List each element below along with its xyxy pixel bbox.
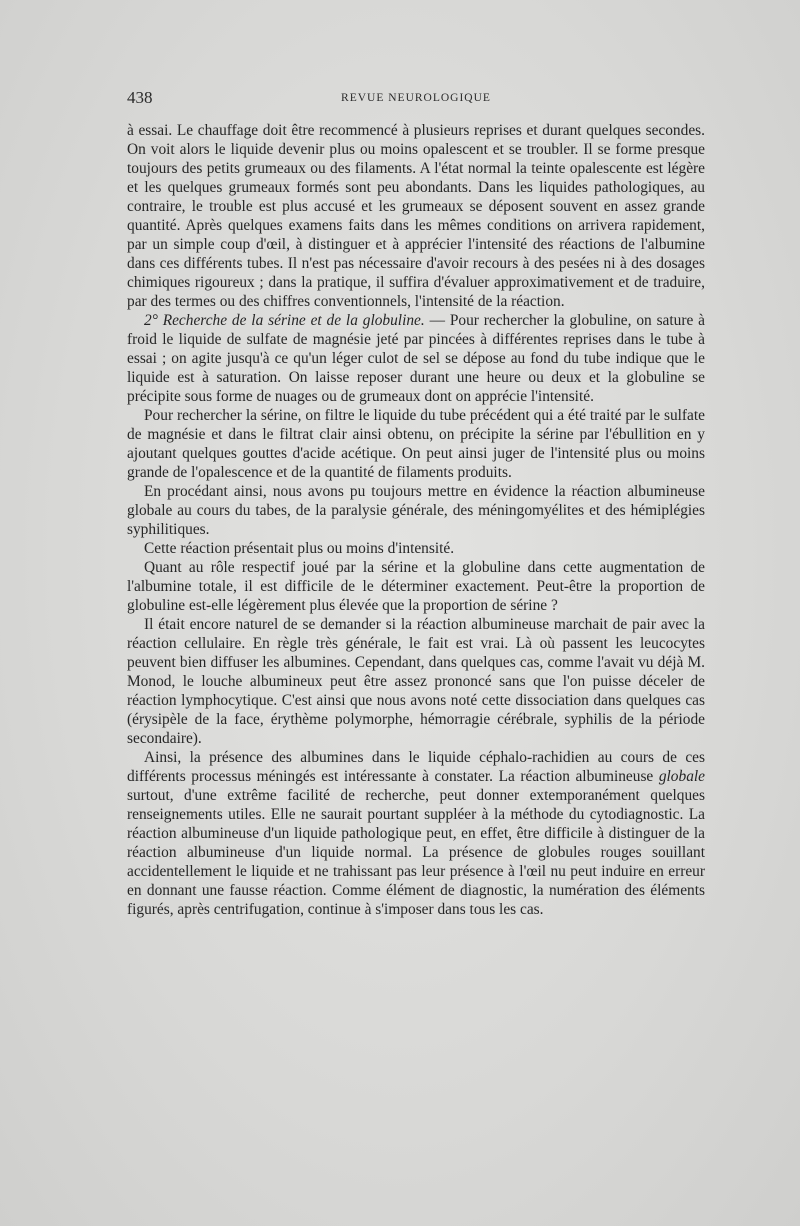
paragraph-2-text: — Pour rechercher la globuline, on sature à froid le liquide de sulfate de magnésie jeté par pincées à différentes reprises dans le tube à essai ; on agite jusqu'à ce qu'un léger culot de sel se dépose au fond du tube indique que le liquide est à saturation. On laisse reposer durant une heure ou deux et la globuline se précipite sous forme de nuages ou de grumeaux dont on apprécie l'intensité.	[127, 312, 705, 405]
running-head: REVUE NEUROLOGIQUE	[341, 92, 491, 104]
paragraph-2	[127, 311, 705, 406]
paragraph-7: Il était encore naturel de se demander si la réaction albumineuse marchait de pair avec la réaction cellulaire. En règle très générale, le fait est vrai. Là où passent les leucocytes peuvent bien diffuser les albumines. Cependant, dans quelques cas, comme l'avait vu déjà M. Monod, le louche albumineux peut être assez prononcé sans que l'on puisse déceler de réaction lymphocytique. C'est ainsi que nous avons noté cette dissociation dans quelques cas (érysipèle de la face, érythème polymorphe, hémorragie cérébrale, syphilis de la période secondaire).	[127, 616, 705, 747]
section-heading: 2° Recherche de la sérine et de la globuline.	[144, 312, 425, 329]
page-header	[127, 88, 705, 110]
page-number: 438	[127, 88, 153, 107]
paragraph-4: En procédant ainsi, nous avons pu toujours mettre en évidence la réaction albumineuse globale au cours du tabes, de la paralysie générale, des méningomyélites et des hémiplégies syphilitiques.	[127, 483, 705, 538]
body-text	[127, 121, 705, 919]
paragraph-5: Cette réaction présentait plus ou moins d'intensité.	[144, 540, 455, 557]
paragraph-8-italic: globale	[658, 768, 705, 785]
paragraph-3: Pour rechercher la sérine, on filtre le liquide du tube précédent qui a été traité par le sulfate de magnésie et dans le filtrat clair ainsi obtenu, on précipite la sérine par l'ébullition en y ajoutant quelques gouttes d'acide acétique. On peut ainsi juger de l'intensité plus ou moins grande de l'opalescence et de la quantité de filaments produits.	[127, 407, 705, 481]
paragraph-8-before: Ainsi, la présence des albumines dans le liquide céphalo-rachidien au cours de ces différents processus méningés est intéressante à constater. La réaction albumineuse	[127, 749, 705, 785]
paragraph-8	[127, 748, 705, 919]
paragraph-1: à essai. Le chauffage doit être recommencé à plusieurs reprises et durant quelques secondes. On voit alors le liquide devenir plus ou moins opalescent et se troubler. Il se forme presque toujours des petits grumeaux ou des filaments. A l'état normal la teinte opalescente est légère et les quelques grumeaux formés sont peu abondants. Dans les liquides pathologiques, au contraire, le trouble est plus accusé et les grumeaux se déposent souvent en assez grande quantité. Après quelques examens faits dans les mêmes conditions on arrivera rapidement, par un simple coup d'œil, à distinguer et à apprécier l'intensité des réactions de l'albumine dans ces différents tubes. Il n'est pas nécessaire d'avoir recours à des pesées ni à des dosages chimiques rigoureux ; dans la pratique, il suffira d'évaluer approximativement et de traduire, par des termes ou des chiffres conventionnels, l'intensité de la réaction.	[127, 122, 705, 310]
paragraph-8-after: surtout, d'une extrême facilité de recherche, peut donner extemporanément quelques renseignements utiles. Elle ne saurait pourtant suppléer à la méthode du cytodiagnostic. La réaction albumineuse d'un liquide pathologique peut, en effet, être difficile à distinguer de la réaction albumineuse d'un liquide normal. La présence de globules rouges souillant accidentellement le liquide et ne trahissant pas leur présence à l'œil nu peut induire en erreur en donnant une fausse réaction. Comme élément de diagnostic, la numération des éléments figurés, après centrifugation, continue à s'imposer dans tous les cas.	[127, 787, 705, 918]
paragraph-6: Quant au rôle respectif joué par la sérine et la globuline dans cette augmentation de l'albumine totale, il est difficile de le déterminer exactement. Peut-être la proportion de globuline est-elle légèrement plus élevée que la proportion de sérine ?	[127, 559, 705, 614]
